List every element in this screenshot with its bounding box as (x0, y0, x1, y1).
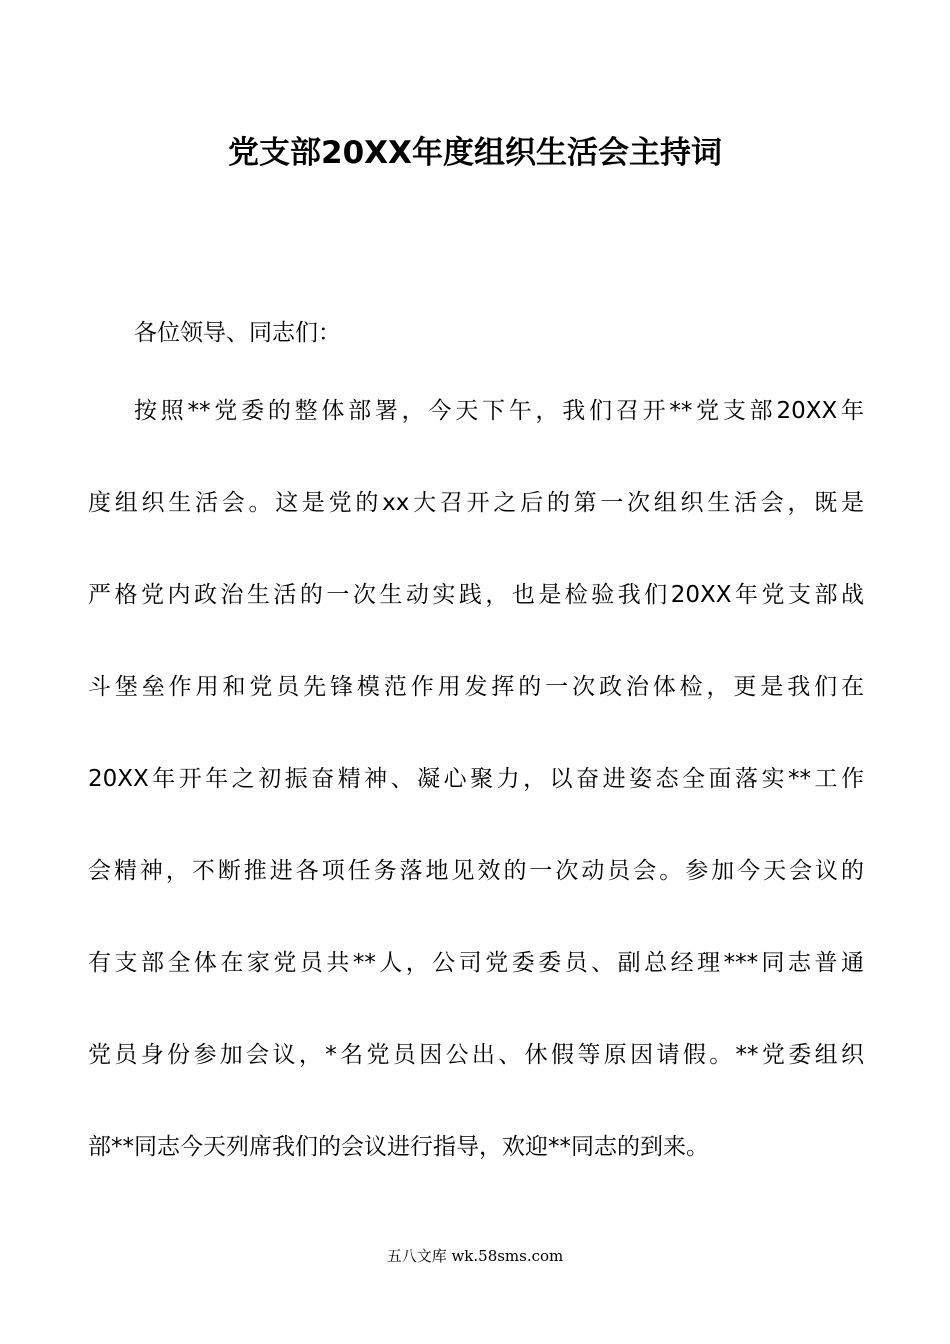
salutation: 各位领导、同志们： (134, 320, 341, 346)
paragraph-line: 有支部全体在家党员共**人，公司党委委员、副总经理***同志普通 (88, 950, 864, 976)
paragraph-line: 党员身份参加会议，*名党员因公出、休假等原因请假。**党委组织 (88, 1042, 864, 1068)
paragraph-line: 部**同志今天列席我们的会议进行指导，欢迎**同志的到来。 (88, 1134, 709, 1160)
paragraph-line: 斗堡垒作用和党员先锋模范作用发挥的一次政治体检，更是我们在 (88, 674, 864, 700)
footer-watermark: 五八文库 wk.58sms.com (386, 1247, 564, 1265)
opening-paragraph (88, 385, 864, 1173)
document-title: 党支部20XX年度组织生活会主持词 (228, 135, 722, 171)
paragraph-line: 度组织生活会。这是党的xx大召开之后的第一次组织生活会，既是 (88, 490, 864, 516)
paragraph-line: 严格党内政治生活的一次生动实践，也是检验我们20XX年党支部战 (88, 582, 864, 608)
paragraph-line: 20XX年开年之初振奋精神、凝心聚力，以奋进姿态全面落实**工作 (88, 766, 864, 792)
paragraph-line: 按照**党委的整体部署，今天下午，我们召开**党支部20XX年 (134, 398, 864, 424)
document-body (88, 307, 864, 1213)
paragraph-line: 会精神，不断推进各项任务落地见效的一次动员会。参加今天会议的 (88, 858, 864, 884)
